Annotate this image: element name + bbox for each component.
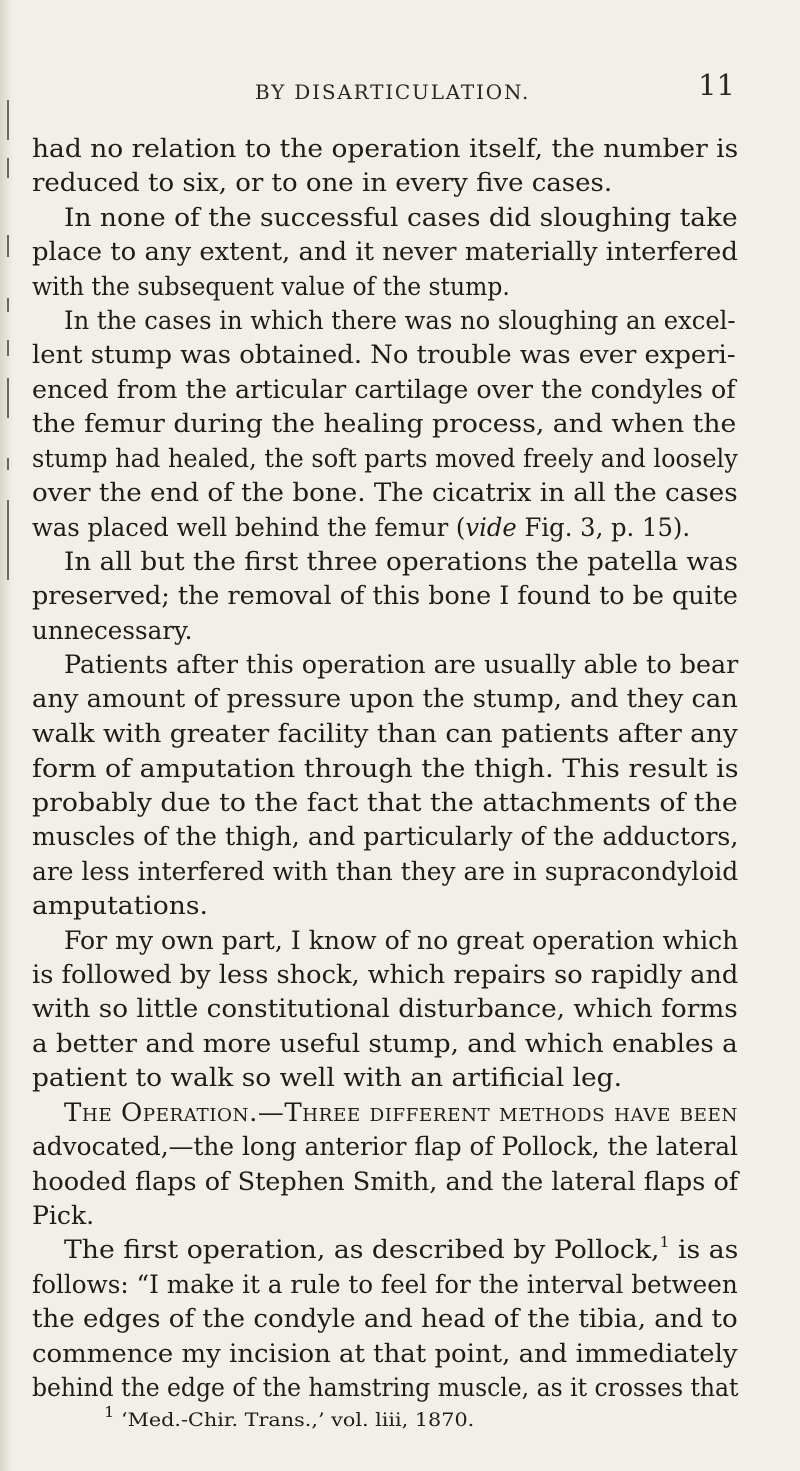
text-line: Pick. <box>32 1201 95 1231</box>
text-line: over the end of the bone. The cicatrix in all the cases <box>32 478 738 508</box>
text-line: For my own part, I know of no great operation which <box>64 926 739 956</box>
text-line: walk with greater facility than can patients after any <box>32 719 738 749</box>
text-line: commence my incision at that point, and immediately <box>32 1339 738 1369</box>
text-line: muscles of the thigh, and particularly of the adductors, <box>32 822 739 852</box>
text-line: was placed well behind the femur (vide Fig. 3, p. 15). <box>32 513 691 543</box>
text-line-with-footnote-ref: The first operation, as described by Pollock,$^1$ is as <box>64 1232 739 1265</box>
text-line: In none of the successful cases did sloughing take <box>64 203 738 233</box>
text-line: behind the edge of the hamstring muscle, as it crosses that <box>32 1373 739 1403</box>
text-line: patient to walk so well with an artificial leg. <box>32 1063 622 1093</box>
text-line: stump had healed, the soft parts moved freely and loosely <box>32 444 738 474</box>
text-line: the edges of the condyle and head of the tibia, and to <box>32 1304 738 1334</box>
text-line: In all but the first three operations the patella was <box>64 547 738 577</box>
text-line: any amount of pressure upon the stump, and they can <box>32 684 738 714</box>
text-line: the femur during the healing process, and when the <box>32 409 737 439</box>
text-line: preserved; the removal of this bone I found to be quite <box>32 581 738 611</box>
text-line: lent stump was obtained. No trouble was ever experi- <box>32 340 736 370</box>
text-line: In the cases in which there was no sloughing an excel- <box>64 306 736 336</box>
text-line: place to any extent, and it never materially interfered <box>32 237 738 267</box>
text-line: are less interfered with than they are in supracondyloid <box>32 857 739 887</box>
text-line-section-heading: The Operation.—Three different methods have been <box>64 1098 738 1128</box>
text-line: unnecessary. <box>32 616 193 646</box>
text-line: follows: “I make it a rule to feel for the interval between <box>32 1270 738 1300</box>
text-line: form of amputation through the thigh. This result is <box>32 754 739 784</box>
text-line: with the subsequent value of the stump. <box>32 272 510 302</box>
text-line: enced from the articular cartilage over the condyles of <box>32 375 736 405</box>
text-line: is followed by less shock, which repairs so rapidly and <box>32 960 739 990</box>
footnote: $^1$ ‘Med.-Chir. Trans.,’ vol. liii, 1870. <box>104 1402 475 1431</box>
running-head: BY DISARTICULATION. <box>255 80 531 104</box>
text-line: amputations. <box>32 891 208 921</box>
text-line: hooded flaps of Stephen Smith, and the lateral flaps of <box>32 1167 739 1197</box>
text-line: with so little constitutional disturbance, which forms <box>32 994 738 1024</box>
text-line: a better and more useful stump, and which enables a <box>32 1029 738 1059</box>
text-line: reduced to six, or to one in every five cases. <box>32 168 613 198</box>
text-line: advocated,—the long anterior flap of Pollock, the lateral <box>32 1132 738 1162</box>
text-line: had no relation to the operation itself, the number is <box>32 134 739 164</box>
text-line: probably due to the fact that the attachments of the <box>32 788 738 818</box>
page-number: 11 <box>698 68 735 102</box>
text-line: Patients after this operation are usually able to bear <box>64 650 739 680</box>
